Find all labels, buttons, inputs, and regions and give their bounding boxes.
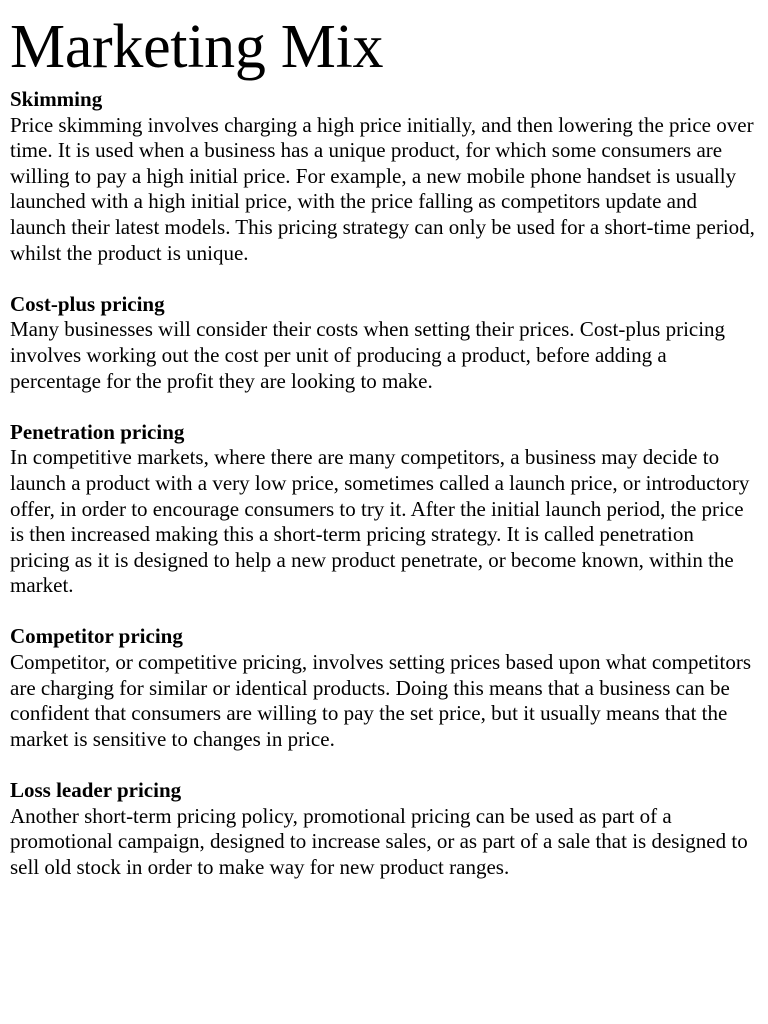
section-body: Many businesses will consider their costs when setting their prices. Cost-plus pricing involves working out the cost per unit of producing a product, before adding a percentage for the profit they are looking to make. xyxy=(10,317,726,393)
section-body: Price skimming involves charging a high price initially, and then lowering the price over time. It is used when a business has a unique product, for which some consumers are willing to pay a high initial price. For example, a new mobile phone handset is usually launched with a high initial price, with the price falling as competitors update and launch their latest models. This pricing strategy can only be used for a short-time period, whilst the product is unique. xyxy=(10,112,755,265)
section-heading: Competitor pricing xyxy=(10,624,183,649)
section-heading: Skimming xyxy=(10,87,103,111)
section-loss-leader-pricing xyxy=(10,778,758,880)
section-body: Another short-term pricing policy, promotional pricing can be used as part of a promotional campaign, designed to increase sales, or as part of a sale that is designed to sell old stock in order to make way for new product ranges. xyxy=(10,803,748,879)
page-title: Marketing Mix xyxy=(10,13,384,81)
section-heading: Penetration pricing xyxy=(10,419,185,444)
section-competitor-pricing xyxy=(10,624,758,752)
section-heading: Cost-plus pricing xyxy=(10,291,165,316)
section-heading: Loss leader pricing xyxy=(10,778,182,803)
section-skimming xyxy=(10,87,758,266)
section-body: In competitive markets, where there are many competitors, a business may decide to launch a product with a very low price, sometimes called a launch price, or introductory offer, in order to encourage consumers to try it. After the initial launch period, the price is then increased making this a short-term pricing strategy. It is called penetration pricing as it is designed to help a new product penetrate, or become known, within the market. xyxy=(10,445,750,598)
section-body: Competitor, or competitive pricing, involves setting prices based upon what competitors are charging for similar or identical products. Doing this means that a business can be confident that consumers are willing to pay the set price, but it usually means that the market is sensitive to changes in price. xyxy=(10,650,752,751)
section-penetration-pricing xyxy=(10,420,758,599)
section-cost-plus-pricing xyxy=(10,292,758,394)
document-page xyxy=(10,0,758,880)
